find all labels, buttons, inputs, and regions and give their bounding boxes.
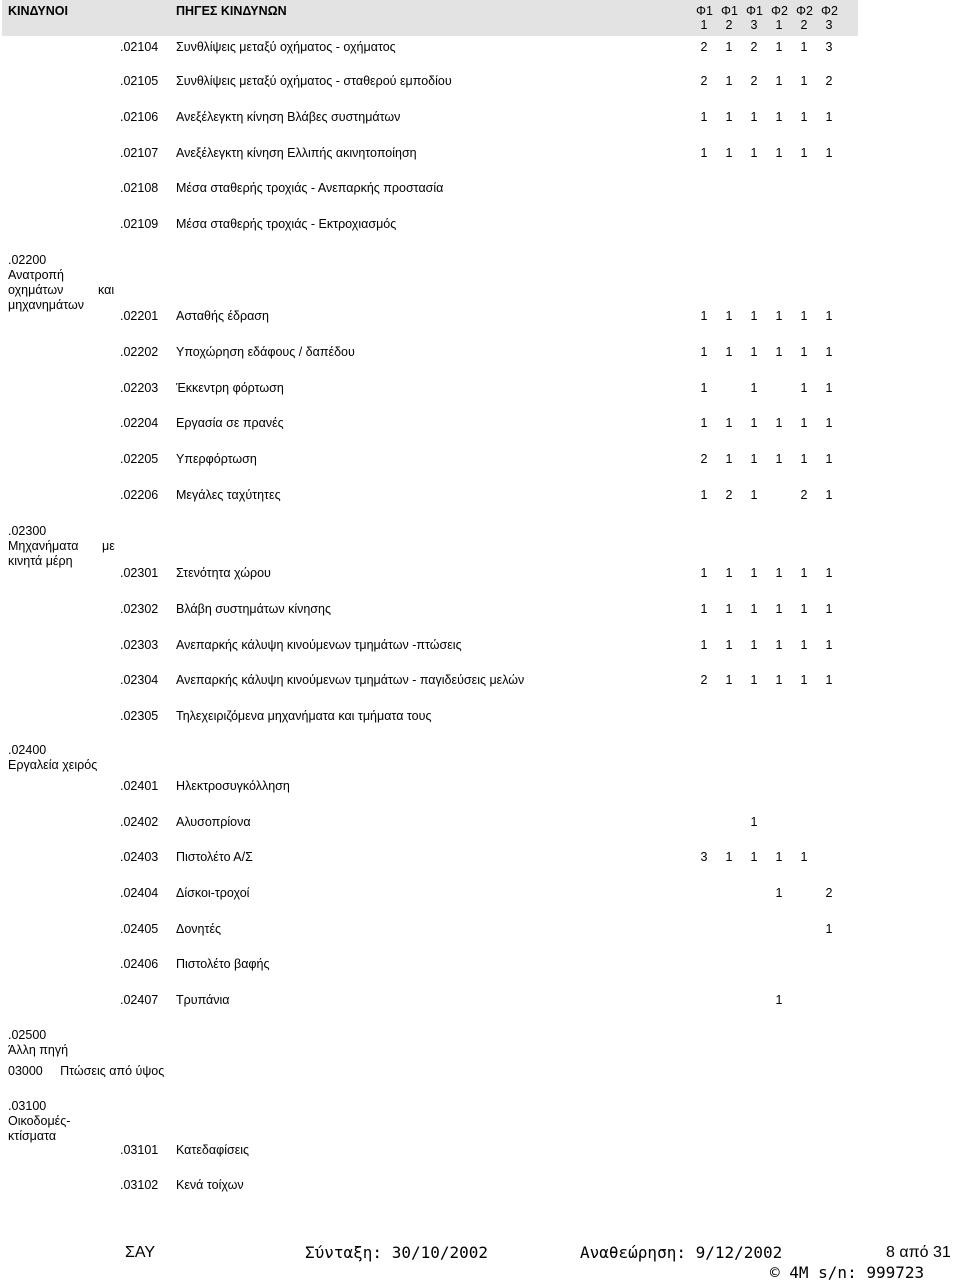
hazard-group-label-aside: με: [102, 539, 115, 553]
hazard-group-label: .02200: [8, 253, 47, 267]
row-value-phase-6: 2: [825, 886, 833, 900]
row-code: .02406: [120, 957, 159, 971]
row-code: .02107: [120, 146, 159, 160]
phase-col-6-bottom: 3: [825, 18, 833, 32]
footer-created: Σύνταξη: 30/10/2002: [305, 1243, 489, 1262]
row-source: Μέσα σταθερής τροχιάς - Ανεπαρκής προστασία: [176, 181, 444, 195]
row-value-phase-2: 1: [725, 110, 733, 124]
row-source: Βλάβη συστημάτων κίνησης: [176, 602, 331, 616]
row-source: Ηλεκτροσυγκόλληση: [176, 779, 290, 793]
header-hazards: ΚΙΝΔΥΝΟΙ: [8, 4, 68, 18]
phase-col-3-top: Φ1: [746, 4, 763, 18]
row-value-phase-6: 1: [825, 638, 833, 652]
row-value-phase-1: 1: [700, 638, 708, 652]
row-value-phase-2: 1: [725, 40, 733, 54]
row-value-phase-1: 2: [700, 74, 708, 88]
row-value-phase-1: 1: [700, 566, 708, 580]
row-value-phase-5: 1: [800, 146, 808, 160]
row-code: .02401: [120, 779, 159, 793]
hazard-group-label: Εργαλεία χειρός: [8, 758, 98, 772]
row-value-phase-2: 1: [725, 602, 733, 616]
row-code: .02204: [120, 416, 159, 430]
hazard-group-label: .02500: [8, 1028, 47, 1042]
row-value-phase-6: 1: [825, 602, 833, 616]
row-source: Ανεξέλεγκτη κίνηση Ελλιπής ακινητοποίηση: [176, 146, 417, 160]
phase-col-1-bottom: 1: [700, 18, 708, 32]
header-sources: ΠΗΓΕΣ ΚΙΝΔΥΝΩΝ: [176, 4, 287, 18]
hazard-group-label: Οικοδομές-: [8, 1114, 71, 1128]
row-source: Κατεδαφίσεις: [176, 1143, 250, 1157]
row-code: .02407: [120, 993, 159, 1007]
row-value-phase-1: 1: [700, 602, 708, 616]
row-value-phase-3: 1: [750, 345, 758, 359]
row-source: Πιστολέτο βαφής: [176, 957, 270, 971]
row-value-phase-3: 2: [750, 40, 758, 54]
row-source: Δίσκοι-τροχοί: [176, 886, 250, 900]
row-value-phase-6: 1: [825, 309, 833, 323]
row-value-phase-4: 1: [775, 40, 783, 54]
row-source: Τηλεχειριζόμενα μηχανήματα και τμήματα τους: [176, 709, 432, 723]
row-code: .02305: [120, 709, 159, 723]
row-value-phase-3: 2: [750, 74, 758, 88]
footer-page: 8 από 31: [886, 1244, 951, 1261]
row-value-phase-5: 1: [800, 381, 808, 395]
row-value-phase-6: 1: [825, 146, 833, 160]
row-value-phase-4: 1: [775, 673, 783, 687]
row-value-phase-6: 3: [825, 40, 833, 54]
phase-col-6-top: Φ2: [821, 4, 838, 18]
row-value-phase-6: 1: [825, 452, 833, 466]
row-source: Εργασία σε πρανές: [176, 416, 284, 430]
row-source: Ανεξέλεγκτη κίνηση Βλάβες συστημάτων: [176, 110, 401, 124]
row-value-phase-6: 1: [825, 673, 833, 687]
row-source: Συνθλίψεις μεταξύ οχήματος - σταθερού εμποδίου: [176, 74, 452, 88]
hazard-group-label: Ανατροπή: [8, 268, 64, 282]
row-code: .02402: [120, 815, 159, 829]
footer-copyright: © 4M s/n: 999723: [770, 1263, 925, 1282]
row-source: Ασταθής έδραση: [176, 309, 269, 323]
footer-revised: Αναθεώρηση: 9/12/2002: [580, 1243, 783, 1262]
row-value-phase-2: 1: [725, 638, 733, 652]
phase-col-1-top: Φ1: [696, 4, 713, 18]
row-value-phase-4: 1: [775, 638, 783, 652]
row-value-phase-2: 2: [725, 488, 733, 502]
row-value-phase-2: 1: [725, 345, 733, 359]
row-value-phase-6: 1: [825, 345, 833, 359]
row-source: Έκκεντρη φόρτωση: [176, 381, 284, 395]
hazard-group-label: Μηχανήματα: [8, 539, 79, 553]
row-value-phase-6: 1: [825, 416, 833, 430]
row-value-phase-6: 1: [825, 566, 833, 580]
row-source: Μεγάλες ταχύτητες: [176, 488, 281, 502]
row-value-phase-5: 2: [800, 488, 808, 502]
row-source: Κενά τοίχων: [176, 1178, 244, 1192]
row-source: Μέσα σταθερής τροχιάς - Εκτροχιασμός: [176, 217, 397, 231]
row-value-phase-1: 1: [700, 309, 708, 323]
row-source: Τρυπάνια: [176, 993, 230, 1007]
row-code: .02403: [120, 850, 159, 864]
phase-col-2-top: Φ1: [721, 4, 738, 18]
row-value-phase-6: 1: [825, 488, 833, 502]
row-value-phase-3: 1: [750, 673, 758, 687]
row-value-phase-3: 1: [750, 381, 758, 395]
hazard-group-label: κτίσματα: [8, 1129, 57, 1143]
row-value-phase-1: 3: [700, 850, 708, 864]
row-value-phase-4: 1: [775, 850, 783, 864]
row-value-phase-1: 2: [700, 452, 708, 466]
row-value-phase-1: 1: [700, 416, 708, 430]
row-code: .02202: [120, 345, 159, 359]
row-code: .02301: [120, 566, 159, 580]
row-code: .02104: [120, 40, 159, 54]
phase-col-5-top: Φ2: [796, 4, 813, 18]
row-code: .02304: [120, 673, 159, 687]
row-value-phase-1: 2: [700, 40, 708, 54]
row-source: Στενότητα χώρου: [176, 566, 271, 580]
phase-col-4-top: Φ2: [771, 4, 788, 18]
row-value-phase-4: 1: [775, 110, 783, 124]
row-value-phase-3: 1: [750, 309, 758, 323]
row-source: Συνθλίψεις μεταξύ οχήματος - οχήματος: [176, 40, 396, 54]
row-source: Πιστολέτο Α/Σ: [176, 850, 253, 864]
row-value-phase-5: 1: [800, 673, 808, 687]
row-value-phase-2: 1: [725, 74, 733, 88]
row-value-phase-5: 1: [800, 74, 808, 88]
row-value-phase-1: 1: [700, 381, 708, 395]
row-value-phase-4: 1: [775, 309, 783, 323]
phase-col-3-bottom: 3: [750, 18, 758, 32]
row-source: Υποχώρηση εδάφους / δαπέδου: [176, 345, 355, 359]
row-code: .02203: [120, 381, 159, 395]
row-value-phase-2: 1: [725, 673, 733, 687]
row-code: .03102: [120, 1178, 159, 1192]
hazard-group-label: .02300: [8, 524, 47, 538]
row-source: Υπερφόρτωση: [176, 452, 257, 466]
row-value-phase-3: 1: [750, 638, 758, 652]
row-value-phase-5: 1: [800, 452, 808, 466]
row-value-phase-2: 1: [725, 146, 733, 160]
row-value-phase-4: 1: [775, 886, 783, 900]
row-value-phase-5: 1: [800, 638, 808, 652]
row-value-phase-1: 1: [700, 110, 708, 124]
row-value-phase-6: 1: [825, 922, 833, 936]
hazard-group-label: 03000 Πτώσεις από ύψος: [8, 1064, 165, 1078]
row-value-phase-4: 1: [775, 452, 783, 466]
row-value-phase-2: 1: [725, 309, 733, 323]
hazard-group-label: μηχανημάτων: [8, 298, 85, 312]
row-code: .02303: [120, 638, 159, 652]
row-code: .02106: [120, 110, 159, 124]
row-code: .02206: [120, 488, 159, 502]
row-value-phase-3: 1: [750, 110, 758, 124]
hazard-group-label: .03100: [8, 1099, 47, 1113]
row-value-phase-6: 1: [825, 381, 833, 395]
row-code: .03101: [120, 1143, 159, 1157]
row-value-phase-1: 1: [700, 146, 708, 160]
row-value-phase-6: 2: [825, 74, 833, 88]
row-code: .02404: [120, 886, 159, 900]
row-code: .02105: [120, 74, 159, 88]
row-value-phase-5: 1: [800, 850, 808, 864]
row-value-phase-4: 1: [775, 416, 783, 430]
row-value-phase-4: 1: [775, 993, 783, 1007]
row-value-phase-2: 1: [725, 850, 733, 864]
row-source: Δονητές: [176, 922, 222, 936]
row-value-phase-3: 1: [750, 488, 758, 502]
hazard-group-label: Άλλη πηγή: [8, 1043, 69, 1057]
row-value-phase-5: 1: [800, 416, 808, 430]
row-value-phase-4: 1: [775, 566, 783, 580]
phase-col-2-bottom: 2: [725, 18, 733, 32]
row-value-phase-5: 1: [800, 110, 808, 124]
row-value-phase-3: 1: [750, 566, 758, 580]
row-value-phase-5: 1: [800, 345, 808, 359]
row-value-phase-3: 1: [750, 452, 758, 466]
row-value-phase-2: 1: [725, 452, 733, 466]
row-code: .02205: [120, 452, 159, 466]
row-value-phase-3: 1: [750, 416, 758, 430]
row-value-phase-4: 1: [775, 74, 783, 88]
row-value-phase-5: 1: [800, 40, 808, 54]
row-source: Αλυσοπρίονα: [176, 815, 251, 829]
row-value-phase-4: 1: [775, 602, 783, 616]
row-value-phase-5: 1: [800, 309, 808, 323]
phase-col-4-bottom: 1: [775, 18, 783, 32]
row-value-phase-4: 1: [775, 146, 783, 160]
hazard-group-label: οχημάτων: [8, 283, 64, 297]
hazard-group-label: κινητά μέρη: [8, 554, 73, 568]
hazard-group-label: .02400: [8, 743, 47, 757]
row-value-phase-3: 1: [750, 850, 758, 864]
row-value-phase-1: 1: [700, 345, 708, 359]
row-value-phase-3: 1: [750, 602, 758, 616]
row-value-phase-1: 2: [700, 673, 708, 687]
row-code: .02108: [120, 181, 159, 195]
row-value-phase-5: 1: [800, 566, 808, 580]
row-value-phase-3: 1: [750, 146, 758, 160]
footer-org: ΣΑΥ: [125, 1244, 156, 1261]
phase-col-5-bottom: 2: [800, 18, 808, 32]
row-value-phase-3: 1: [750, 815, 758, 829]
row-value-phase-5: 1: [800, 602, 808, 616]
row-value-phase-1: 1: [700, 488, 708, 502]
hazard-group-label-aside: και: [98, 283, 115, 297]
row-value-phase-2: 1: [725, 566, 733, 580]
row-code: .02201: [120, 309, 159, 323]
row-code: .02302: [120, 602, 159, 616]
row-source: Ανεπαρκής κάλυψη κινούμενων τμημάτων - παγιδεύσεις μελών: [176, 673, 525, 687]
row-value-phase-4: 1: [775, 345, 783, 359]
row-value-phase-2: 1: [725, 416, 733, 430]
row-code: .02109: [120, 217, 159, 231]
row-value-phase-6: 1: [825, 110, 833, 124]
row-source: Ανεπαρκής κάλυψη κινούμενων τμημάτων -πτώσεις: [176, 638, 462, 652]
row-code: .02405: [120, 922, 159, 936]
